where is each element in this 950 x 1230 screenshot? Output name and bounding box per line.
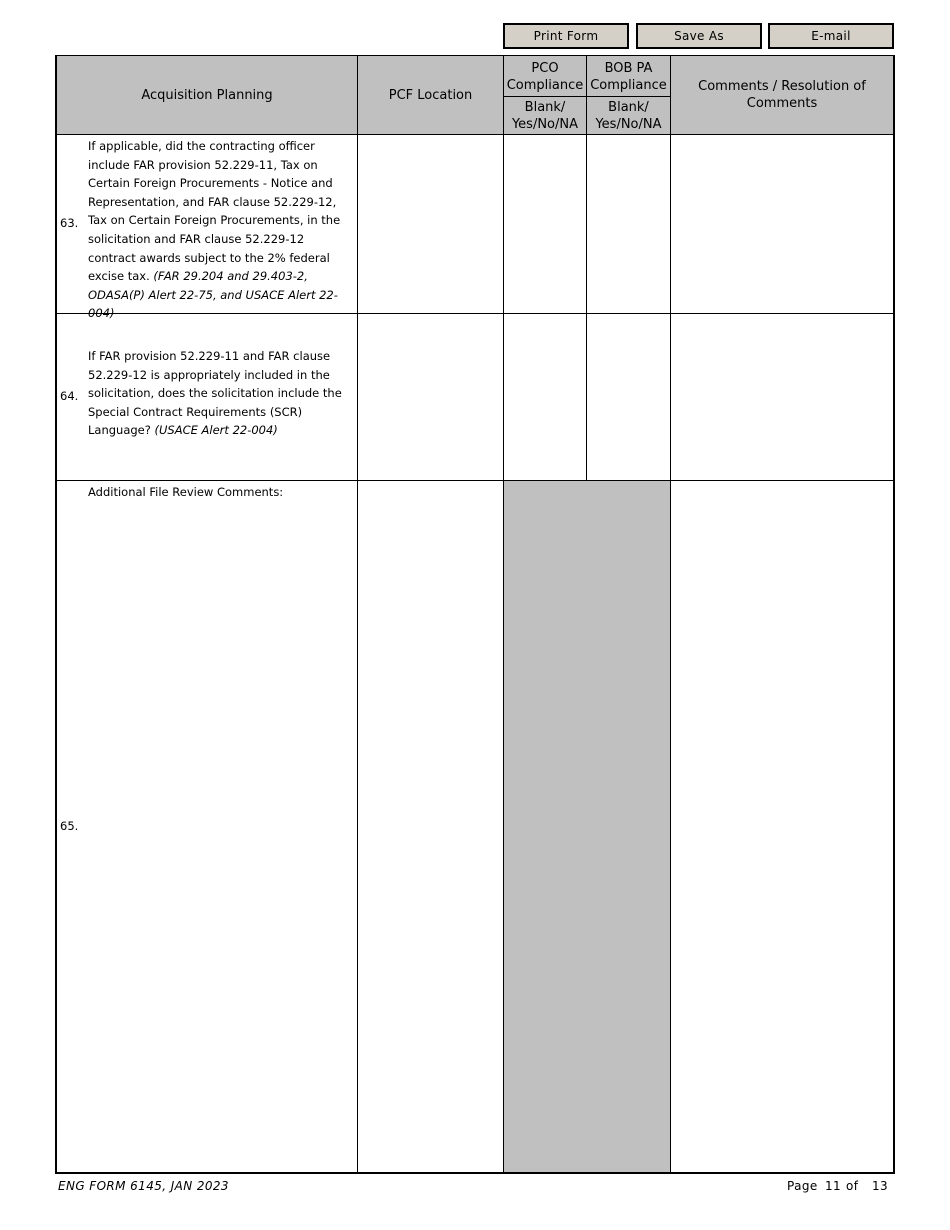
row-number: 64. (60, 389, 79, 403)
bob-compliance-field[interactable] (587, 135, 670, 313)
compliance-disabled-block (503, 480, 670, 1173)
page-current: 11 (825, 1179, 842, 1193)
pco-compliance-field[interactable] (504, 135, 586, 313)
page-total: 13 (872, 1179, 889, 1193)
comments-field[interactable] (671, 481, 893, 1172)
table-border-bottom (55, 1172, 895, 1174)
header-bob-compliance: BOB PA Compliance (590, 60, 667, 93)
comments-field[interactable] (671, 135, 893, 313)
header-pco-options: Blank/ Yes/No/NA (511, 99, 579, 132)
comments-field[interactable] (671, 314, 893, 480)
pcf-location-field[interactable] (358, 135, 503, 313)
row-number: 63. (60, 216, 79, 230)
form-identifier: ENG FORM 6145, JAN 2023 (58, 1179, 229, 1193)
table-border-left (55, 55, 57, 1174)
row-question (88, 137, 350, 323)
question-text: If applicable, did the contracting officer include FAR provision 52.229-11, Tax on Certain Foreign Procurements - Notice and Representation, and FAR clause 52.229-12, Tax on Certain Foreign Procurements, in the solicitation and FAR clause 52.229-12 contract awards subject to the 2% federal excise tax. (88, 139, 341, 284)
header-pcf-location: PCF Location (388, 87, 473, 103)
header-acquisition-planning: Acquisition Planning (141, 87, 273, 103)
page-of-label: of (846, 1179, 859, 1193)
row-question (88, 347, 350, 440)
row-number: 65. (60, 819, 79, 833)
save-as-button[interactable]: Save As (636, 23, 762, 49)
header-bob-options: Blank/ Yes/No/NA (595, 99, 662, 132)
page-label: Page (787, 1179, 818, 1193)
additional-comments-label: Additional File Review Comments: (88, 485, 284, 499)
header-pco-compliance: PCO Compliance (506, 60, 584, 93)
bob-compliance-field[interactable] (587, 314, 670, 480)
pcf-location-field[interactable] (358, 314, 503, 480)
additional-comments-field[interactable] (86, 505, 354, 1170)
question-citation: (USACE Alert 22-004) (154, 423, 278, 438)
question-text: If FAR provision 52.229-11 and FAR clause 52.229-12 is appropriately included in the solicitation, does the solicitation include the Special Contract Requirements (SCR) Language? (88, 349, 342, 438)
print-form-button[interactable]: Print Form (503, 23, 629, 49)
question-citation: (FAR 29.204 and 29.403-2, ODASA(P) Alert 22-75, and USACE Alert 22-004) (88, 269, 338, 321)
table-border-right (893, 55, 895, 1174)
header-comments: Comments / Resolution of Comments (698, 79, 866, 111)
pco-compliance-field[interactable] (504, 314, 586, 480)
email-button[interactable]: E-mail (768, 23, 894, 49)
pcf-location-field[interactable] (358, 481, 503, 1172)
